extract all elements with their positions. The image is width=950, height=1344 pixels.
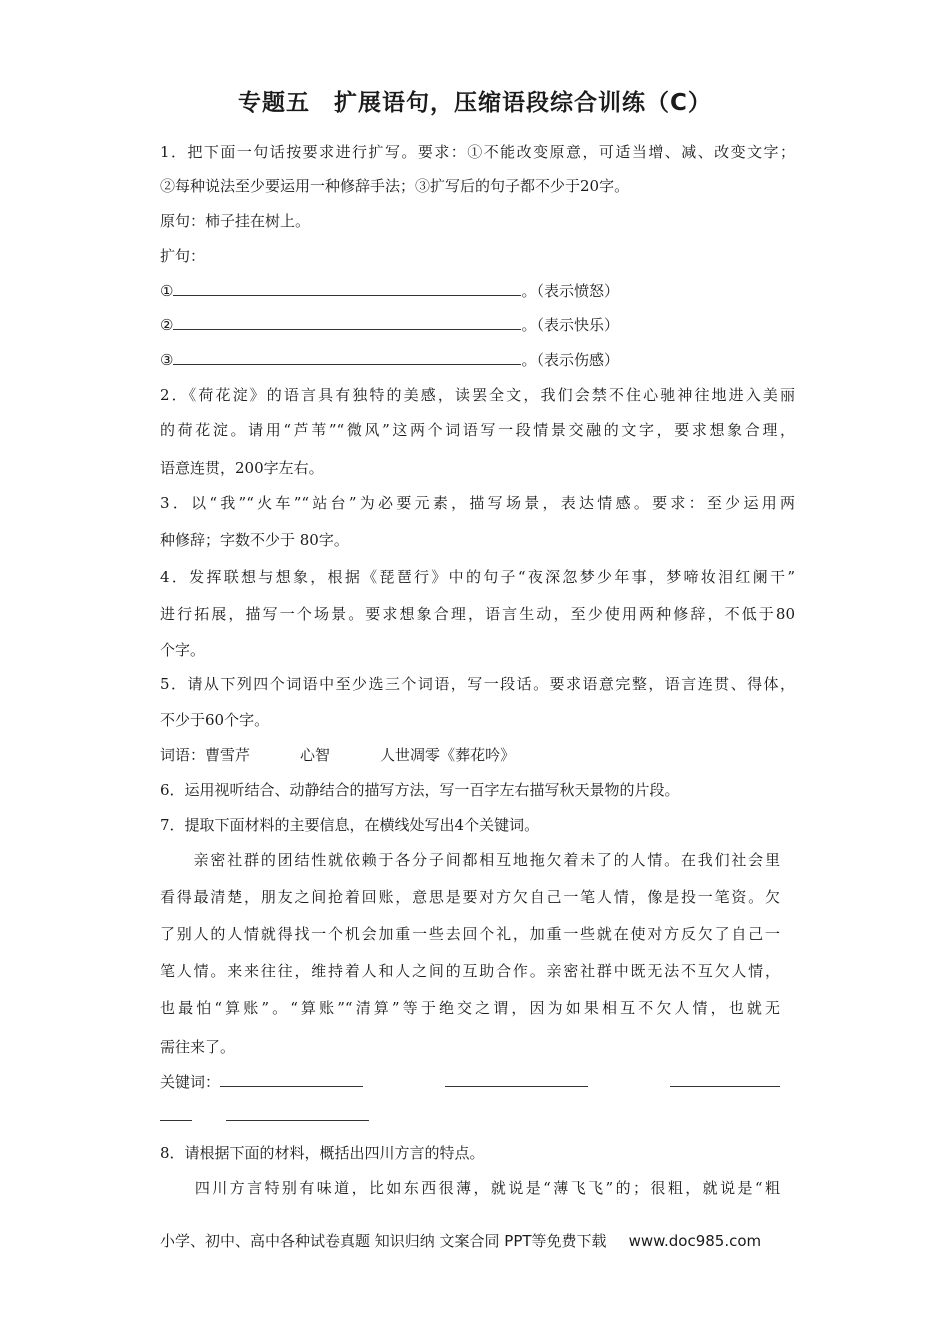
q5-line-2: 不少于60个字。 xyxy=(160,711,270,729)
q7-keywords-line-2 xyxy=(160,1106,369,1126)
q5-word-list xyxy=(160,745,515,765)
q1-original-sentence: 原句：柿子挂在树上。 xyxy=(160,212,311,230)
page-footer xyxy=(160,1230,761,1251)
q1-line-1: 1．把下面一句话按要求进行扩写。要求：①不能改变原意，可适当增、减、改变文字； xyxy=(160,143,795,161)
q7-paragraph-line: 也最怕“算账”。“算账”“清算”等于绝交之谓，因为如果相互不欠人情，也就无 xyxy=(160,999,780,1017)
q3-line-2: 种修辞；字数不少于 80字。 xyxy=(160,531,349,549)
q2-line-2: 的荷花淀。请用“芦苇”“微风”这两个词语写一段情景交融的文字，要求想象合理， xyxy=(160,421,795,439)
q1-answer-line-1 xyxy=(160,281,619,301)
answer-hint: 。（表示伤感） xyxy=(521,351,619,369)
q7-paragraph-line: 看得最清楚，朋友之间抢着回账，意思是要对方欠自己一笔人情，像是投一笔资。欠 xyxy=(160,888,780,906)
word-item: 曹雪芹 xyxy=(205,746,251,764)
word-item: 心智 xyxy=(300,746,331,764)
q7-paragraph-line: 需往来了。 xyxy=(160,1038,236,1056)
q1-line-2: ②每种说法至少要运用一种修辞手法；③扩写后的句子都不少于20字。 xyxy=(160,177,630,195)
keyword-blank[interactable] xyxy=(445,1072,588,1087)
answer-blank[interactable] xyxy=(173,350,521,365)
q1-expand-label: 扩句： xyxy=(160,247,206,265)
keyword-blank[interactable] xyxy=(220,1072,363,1087)
footer-url[interactable]: www.doc985.com xyxy=(628,1232,762,1250)
word-item: 人世凋零 xyxy=(380,746,441,764)
keyword-blank[interactable] xyxy=(226,1106,369,1121)
word-item: 《葬花吟》 xyxy=(440,746,516,764)
keywords-label: 关键词： xyxy=(160,1073,221,1091)
answer-number: ③ xyxy=(160,351,174,369)
answer-blank[interactable] xyxy=(173,281,521,296)
q7-paragraph-line: 亲密社群的团结性就依赖于各分子间都相互地拖欠着未了的人情。在我们社会里 xyxy=(160,851,780,869)
answer-blank[interactable] xyxy=(173,315,521,330)
q4-line-3: 个字。 xyxy=(160,641,206,659)
answer-number: ① xyxy=(160,282,174,300)
q2-line-1: 2．《荷花淀》的语言具有独特的美感，读罢全文，我们会禁不住心驰神往地进入美丽 xyxy=(160,386,795,404)
q7-keywords-line xyxy=(160,1072,780,1092)
q8-line-2: 四川方言特别有味道，比如东西很薄，就说是“薄飞飞”的；很粗，就说是“粗 xyxy=(160,1179,780,1197)
footer-text: 小学、初中、高中各种试卷真题 知识归纳 文案合同 PPT等免费下载 xyxy=(160,1232,607,1250)
q4-line-1: 4．发挥联想与想象，根据《琵琶行》中的句子“夜深忽梦少年事，梦啼妆泪红阑干” xyxy=(160,568,795,586)
q7-paragraph-line: 了别人的人情就得找一个机会加重一些去回个礼，加重一些就在使对方反欠了自己一 xyxy=(160,925,780,943)
answer-hint: 。（表示愤怒） xyxy=(521,282,619,300)
page-title: 专题五 扩展语句，压缩语段综合训练（C） xyxy=(238,90,712,116)
q1-answer-line-3 xyxy=(160,350,619,370)
q3-line-1: 3．以“我”“火车”“站台”为必要元素，描写场景，表达情感。要求：至少运用两 xyxy=(160,494,795,512)
q8-line-1: 8．请根据下面的材料，概括出四川方言的特点。 xyxy=(160,1144,485,1162)
q2-line-3: 语意连贯，200字左右。 xyxy=(160,459,324,477)
q4-line-2: 进行拓展，描写一个场景。要求想象合理，语言生动，至少使用两种修辞，不低于80 xyxy=(160,605,795,623)
keyword-blank-continued xyxy=(160,1106,192,1121)
answer-hint: 。（表示快乐） xyxy=(521,316,619,334)
q7-paragraph-line: 笔人情。来来往往，维持着人和人之间的互助合作。亲密社群中既无法不互欠人情， xyxy=(160,962,780,980)
words-label: 词语： xyxy=(160,746,206,764)
keyword-blank[interactable] xyxy=(670,1072,780,1087)
q1-answer-line-2 xyxy=(160,315,619,335)
q6-line-1: 6．运用视听结合、动静结合的描写方法，写一百字左右描写秋天景物的片段。 xyxy=(160,781,680,799)
answer-number: ② xyxy=(160,316,174,334)
q5-line-1: 5．请从下列四个词语中至少选三个词语，写一段话。要求语意完整，语言连贯、得体， xyxy=(160,675,795,693)
q7-line-1: 7．提取下面材料的主要信息，在横线处写出4个关键词。 xyxy=(160,816,540,834)
